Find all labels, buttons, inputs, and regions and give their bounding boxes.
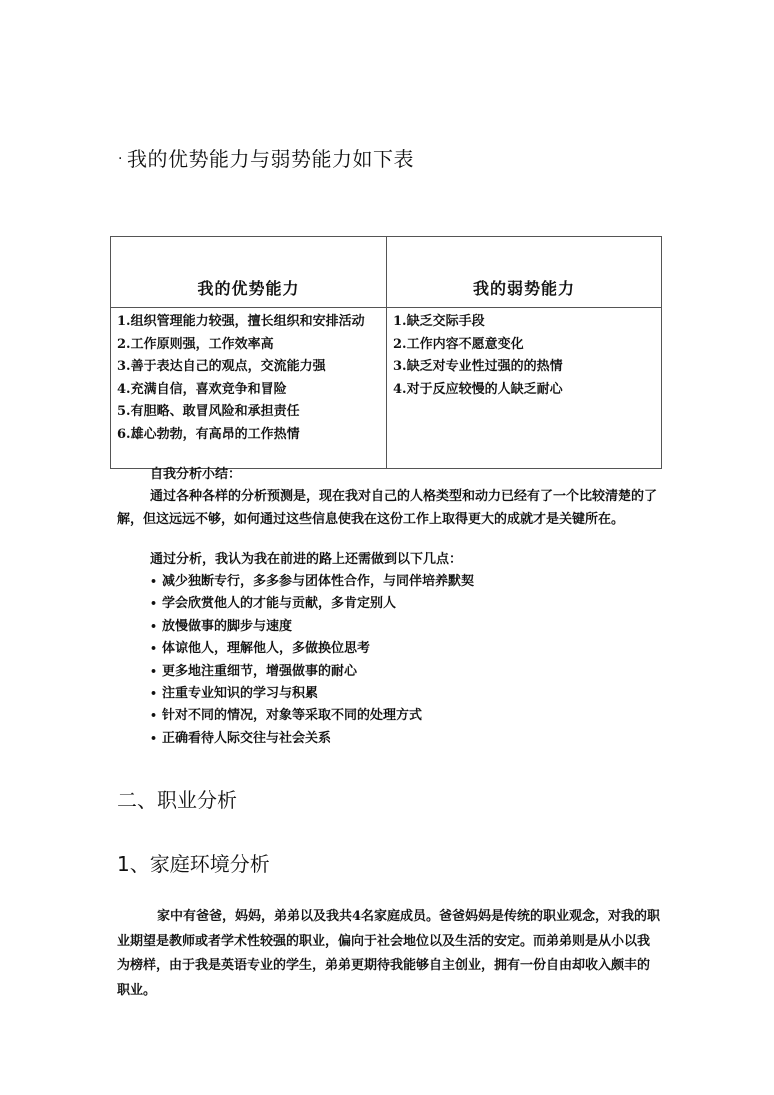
summary-paragraph-text: 通过各种各样的分析预测是，现在我对自己的人格类型和动力已经有了一个比较清楚的了解，但这远远不够，如何通过这些信息使我在这份工作上取得更大的成就才是关键所在。 bbox=[117, 489, 658, 527]
summary-title: 自我分析小结： bbox=[150, 467, 242, 482]
weaknesses-header: 我的弱势能力 bbox=[387, 237, 662, 308]
family-paragraph-text: 家中有爸爸，妈妈，弟弟以及我共4名家庭成员。爸爸妈妈是传统的职业观念，对我的职业期望是教师或者学术性较强的职业，偏向于社会地位以及生活的安定。而弟弟则是从小以我为榜样，由于我是英语专业的学生，弟弟更期待我能够自主创业，拥有一份自由却收入颇丰的职业。 bbox=[117, 909, 661, 998]
weakness-item: 4.对于反应较慢的人缺乏耐心 bbox=[393, 381, 563, 397]
subsection-title-family: 1、家庭环境分析 bbox=[117, 852, 270, 876]
weakness-item: 3.缺乏对专业性过强的的热情 bbox=[393, 359, 563, 374]
list-item: • 针对不同的情况，对象等采取不同的处理方式 bbox=[150, 708, 423, 724]
weakness-item: 1.缺乏交际手段 bbox=[393, 314, 485, 329]
strength-item: 1.组织管理能力较强，擅长组织和安排活动 bbox=[117, 314, 365, 329]
summary-paragraph bbox=[117, 485, 662, 531]
improvement-list bbox=[150, 571, 474, 750]
strength-item: 5.有胆略、敢冒风险和承担责任 bbox=[117, 404, 300, 419]
list-item: • 减少独断专行，多多参与团体性合作，与同伴培养默契 bbox=[150, 574, 475, 589]
family-paragraph bbox=[117, 905, 662, 1003]
list-item: • 注重专业知识的学习与积累 bbox=[150, 685, 319, 701]
heading-bullet: · bbox=[118, 151, 123, 167]
strength-item: 2.工作原则强，工作效率高 bbox=[117, 336, 274, 352]
weakness-item: 2.工作内容不愿意变化 bbox=[393, 336, 524, 352]
list-item: • 放慢做事的脚步与速度 bbox=[150, 618, 293, 634]
strength-item: 6.雄心勃勃，有高昂的工作热情 bbox=[117, 426, 300, 442]
analysis-intro bbox=[117, 548, 662, 571]
list-item: • 体谅他人，理解他人，多做换位思考 bbox=[150, 641, 371, 657]
strength-item: 3.善于表达自己的观点，交流能力强 bbox=[117, 359, 326, 374]
heading-text: 我的优势能力与弱势能力如下表 bbox=[126, 147, 414, 171]
list-item: • 更多地注重细节，增强做事的耐心 bbox=[150, 663, 358, 679]
strengths-header: 我的优势能力 bbox=[111, 237, 387, 308]
list-item: • 学会欣赏他人的才能与贡献，多肯定别人 bbox=[150, 596, 397, 612]
strengths-cell bbox=[111, 308, 387, 469]
section-title-career-analysis: 二、职业分析 bbox=[117, 788, 237, 812]
strengths-weaknesses-heading bbox=[118, 143, 414, 172]
analysis-intro-text: 通过分析，我认为我在前进的路上还需做到以下几点： bbox=[150, 552, 463, 567]
strength-item: 4.充满自信，喜欢竞争和冒险 bbox=[117, 381, 287, 397]
strengths-weaknesses-table bbox=[110, 236, 662, 469]
weaknesses-cell bbox=[387, 308, 662, 469]
list-item: • 正确看待人际交往与社会关系 bbox=[150, 730, 332, 746]
